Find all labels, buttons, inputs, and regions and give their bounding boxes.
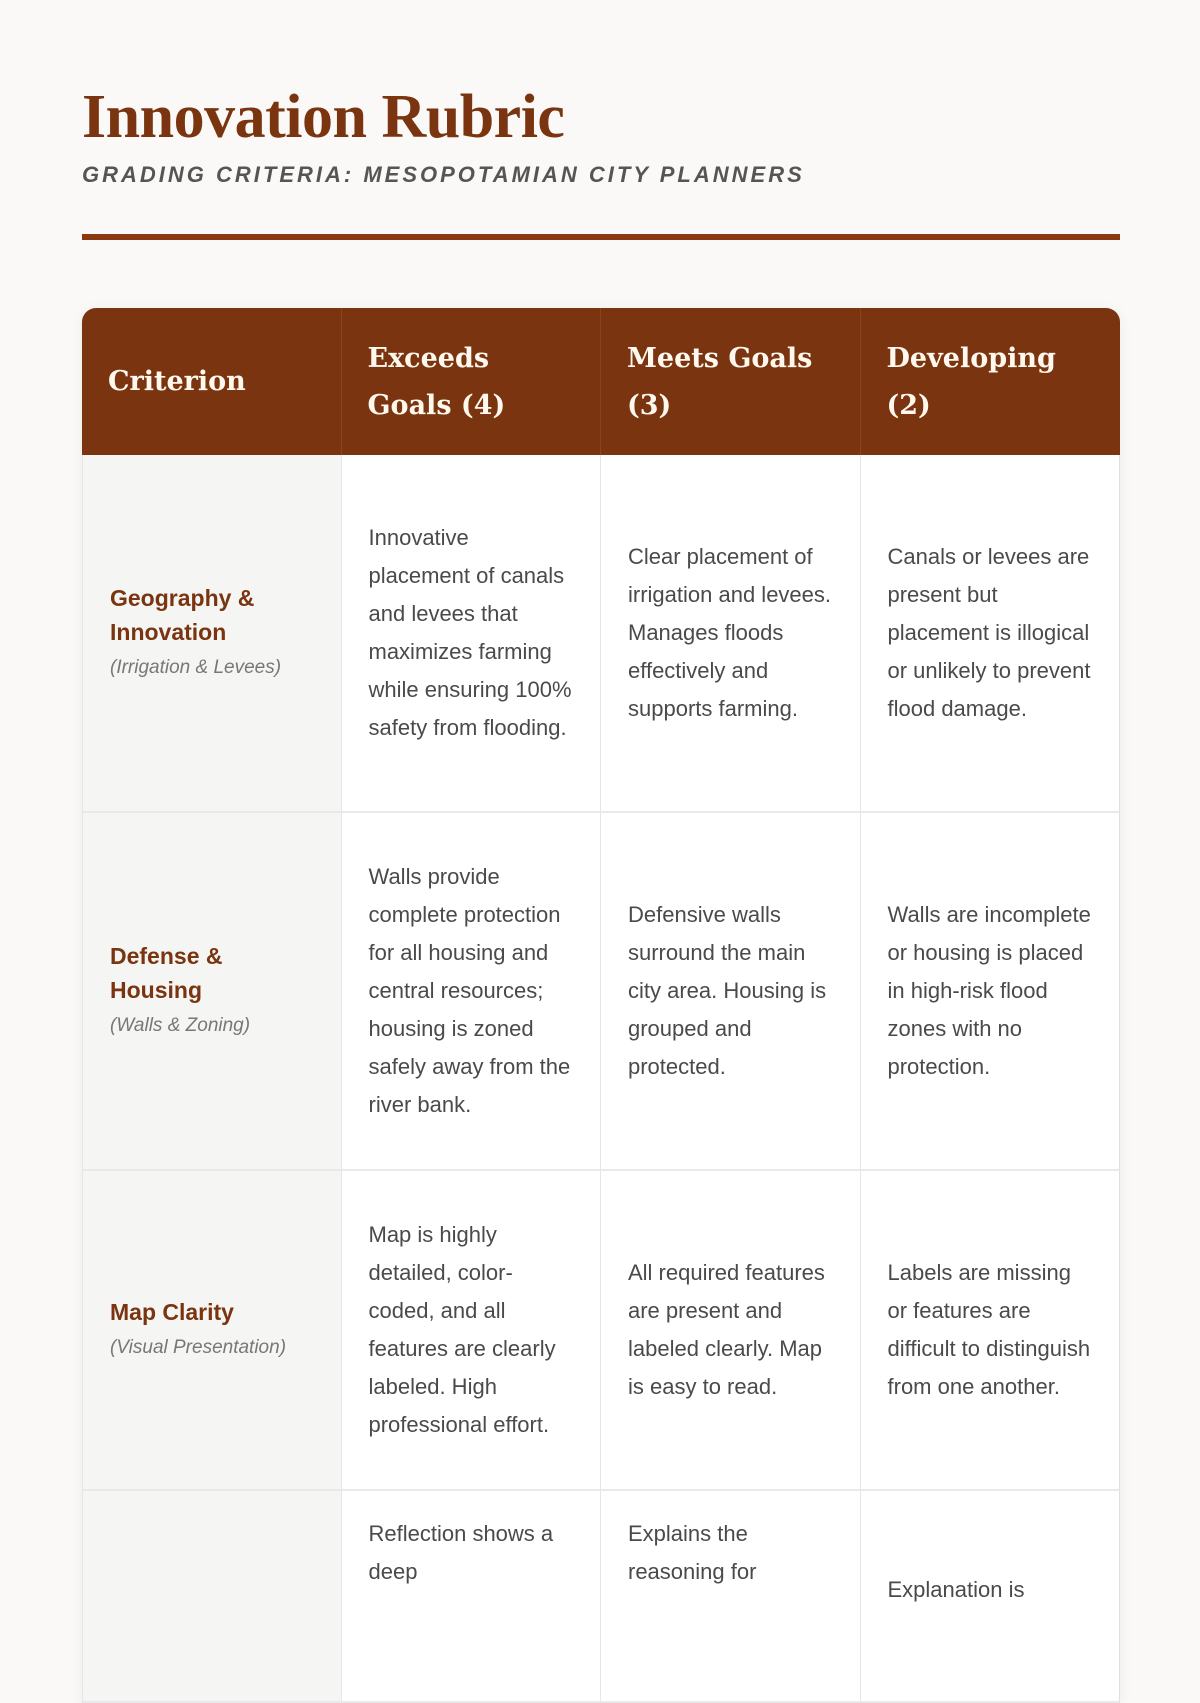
page-subtitle: GRADING CRITERIA: MESOPOTAMIAN CITY PLANNERS [82,162,805,187]
meets-cell: Clear placement of irrigation and levees. Manages floods effectively and supports farming. [601,455,861,813]
criterion-cell [82,1491,342,1703]
criterion-cell [82,813,342,1171]
meets-cell: Defensive walls surround the main city area. Housing is grouped and protected. [601,813,861,1171]
developing-cell: Canals or levees are present but placement is illogical or unlikely to prevent flood damage. [861,455,1121,813]
table-row [82,1491,1120,1703]
rubric-table [82,308,1120,1703]
developing-cell: Walls are incomplete or housing is placed in high-risk flood zones with no protection. [861,813,1121,1171]
criterion-name: Geography & Innovation [110,585,255,645]
column-header-criterion: Criterion [82,308,342,455]
column-header-developing: Developing (2) [861,308,1121,455]
table-row [82,455,1120,813]
criterion-note: (Walls & Zoning) [110,1015,251,1036]
meets-cell: Explains the reasoning for [601,1491,861,1703]
exceeds-cell: Walls provide complete protection for all housing and central resources; housing is zoned safely away from the river bank. [342,813,602,1171]
column-header-exceeds: Exceeds Goals (4) [342,308,602,455]
criterion-cell [82,1171,342,1491]
table-row [82,1171,1120,1491]
criterion-name: Defense & Housing [110,943,223,1003]
developing-cell: Labels are missing or features are difficult to distinguish from one another. [861,1171,1121,1491]
column-header-meets: Meets Goals (3) [601,308,861,455]
criterion-note: (Visual Presentation) [110,1337,287,1358]
criterion-cell [82,455,342,813]
exceeds-cell: Reflection shows a deep [342,1491,602,1703]
meets-cell: All required features are present and labeled clearly. Map is easy to read. [601,1171,861,1491]
criterion-name: Map Clarity [110,1299,234,1325]
page-title: Innovation Rubric [82,83,565,151]
table-header-row [82,308,1120,455]
divider [82,234,1120,240]
developing-cell: Explanation is [861,1491,1121,1703]
criterion-note: (Irrigation & Levees) [110,657,282,678]
exceeds-cell: Map is highly detailed, color-coded, and all features are clearly labeled. High professional effort. [342,1171,602,1491]
table-row [82,813,1120,1171]
exceeds-cell: Innovative placement of canals and levees that maximizes farming while ensuring 100% safety from flooding. [342,455,602,813]
